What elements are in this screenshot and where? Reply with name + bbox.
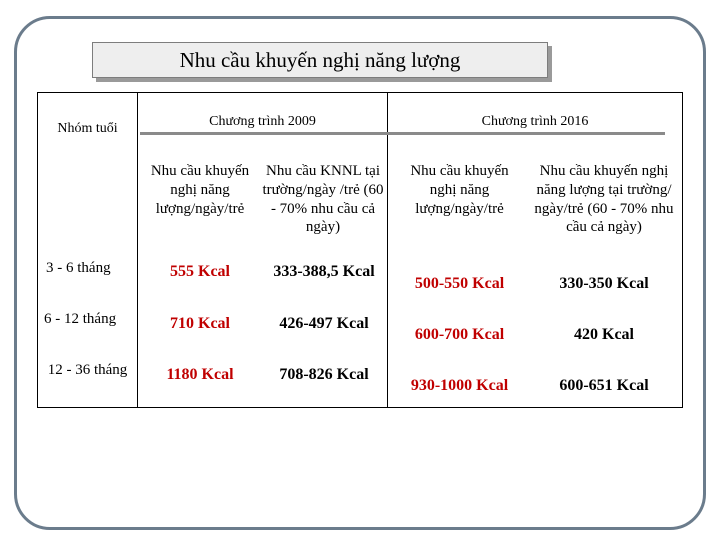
table-cell: 426-497 Kcal bbox=[279, 315, 369, 332]
header-underline bbox=[140, 132, 665, 135]
column-divider bbox=[387, 92, 388, 408]
header-program-2009: Chương trình 2009 bbox=[209, 114, 316, 129]
table-cell: 708-826 Kcal bbox=[279, 366, 369, 383]
header-age-group: Nhóm tuổi bbox=[57, 121, 118, 136]
row-age: 3 - 6 tháng bbox=[46, 260, 111, 276]
table-cell: 555 Kcal bbox=[170, 263, 230, 280]
page-title: Nhu cầu khuyến nghị năng lượng bbox=[92, 42, 548, 78]
header-program-2016: Chương trình 2016 bbox=[481, 114, 589, 129]
subheader-2016-daily: Nhu cầu khuyến nghị năng lượng/ngày/trẻ bbox=[410, 163, 509, 217]
table-cell: 600-651 Kcal bbox=[559, 377, 649, 394]
row-age: 6 - 12 tháng bbox=[44, 311, 117, 327]
table-cell: 600-700 Kcal bbox=[414, 326, 505, 343]
subheader-2016-school: Nhu cầu khuyến nghị năng lượng tại trường/ ngày/trẻ (60 - 70% nhu cầu cả ngày) bbox=[534, 163, 674, 236]
table-cell: 930-1000 Kcal bbox=[410, 377, 509, 394]
table-cell: 420 Kcal bbox=[574, 326, 634, 343]
table-cell: 500-550 Kcal bbox=[414, 275, 505, 292]
table-cell: 1180 Kcal bbox=[166, 366, 234, 383]
column-divider bbox=[137, 92, 138, 408]
subheader-2009-school: Nhu cầu KNNL tại trường/ngày /trẻ (60 - 70% nhu cầu cả ngày) bbox=[262, 163, 384, 236]
row-age: 12 - 36 tháng bbox=[47, 362, 128, 378]
subheader-2009-daily: Nhu cầu khuyến nghị năng lượng/ngày/trẻ bbox=[150, 163, 250, 217]
table-cell: 710 Kcal bbox=[170, 315, 230, 332]
table-cell: 333-388,5 Kcal bbox=[273, 263, 375, 280]
table-cell: 330-350 Kcal bbox=[559, 275, 649, 292]
